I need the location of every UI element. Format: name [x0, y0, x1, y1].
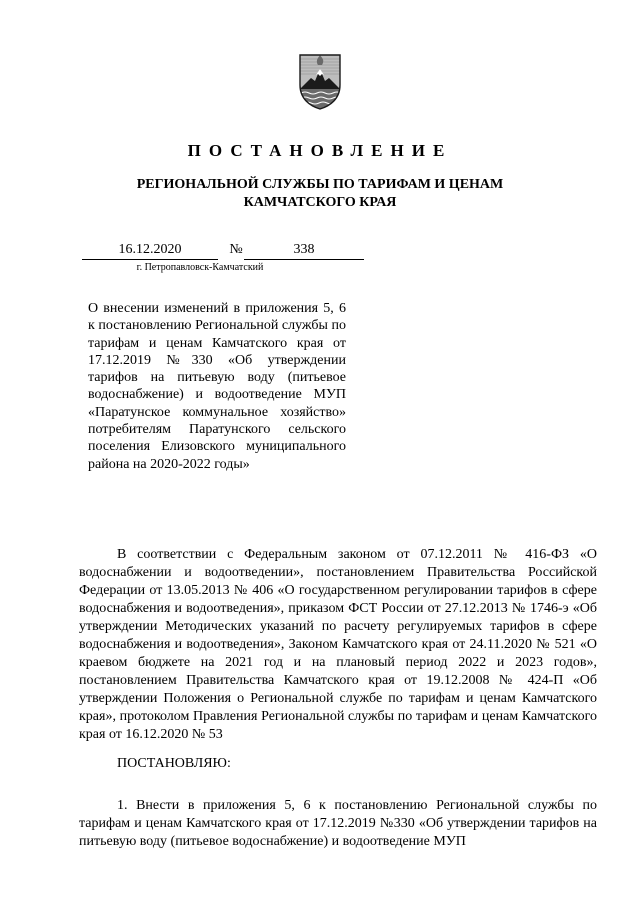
document-number: 338	[244, 241, 364, 260]
coat-of-arms-icon	[297, 51, 343, 111]
decree-word: ПОСТАНОВЛЯЮ:	[117, 756, 231, 771]
document-city: г. Петропавловск-Камчатский	[136, 262, 264, 273]
basis-paragraph: В соответствии с Федеральным законом от 07.12.2011 № 416-ФЗ «О водоснабжении и водоотведении», постановлением Правительства Российской Федерации от 13.05.2013 № 406 «О государственном регулировании тарифов в сфере водоснабжения и водоотведения», приказом ФСТ России от 27.12.2013 № 1746-э «Об утверждении Методических указаний по расчету регулируемых тарифов в сфере водоснабжения и водоотведения», Законом Камчатского края от 24.11.2020 № 521 «О краевом бюджете на 2021 год и на плановый период 2022 и 2023 годов», постановлением Правительства Камчатского края от 19.12.2008 № 424-П «Об утверждении Положения о Региональной службе по тарифам и ценам Камчатского края», протоколом Правления Региональной службы по тарифам и ценам Камчатского края от 16.12.2020 № 53	[79, 547, 597, 742]
document-title: ПОСТАНОВЛЕНИЕ	[187, 141, 453, 160]
document-date: 16.12.2020	[82, 241, 218, 260]
item-1-paragraph: 1. Внести в приложения 5, 6 к постановлению Региональной службы по тарифам и ценам Камчатского края от 17.12.2019 №330 «Об утверждении тарифов на питьевую воду (питьевое водоснабжение) и водоотведение МУП	[79, 798, 597, 849]
number-sign: №	[229, 242, 243, 257]
issuing-organization: РЕГИОНАЛЬНОЙ СЛУЖБЫ ПО ТАРИФАМ И ЦЕНАМ КАМЧАТСКОГО КРАЯ	[136, 177, 504, 210]
document-subject: О внесении изменений в приложения 5, 6 к постановлению Региональной службы по тарифам и ценам Камчатского края от 17.12.2019 №330 «Об утверждении тарифов на питьевую воду (питьевое водоснабжение) и водоотведение МУП «Паратунское коммунальное хозяйство» потребителям Паратунского сельского поселения Елизовского муниципального района на 2020-2022 годы»	[88, 301, 346, 472]
